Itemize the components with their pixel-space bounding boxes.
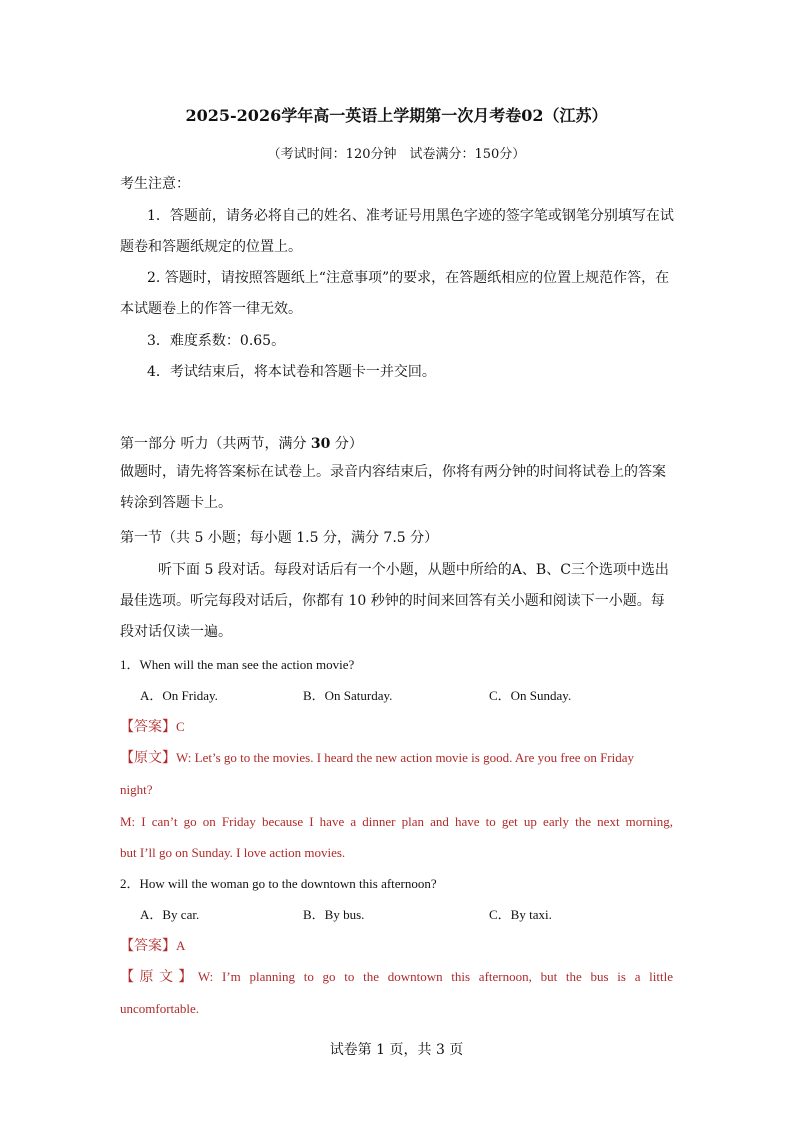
question-1-stem: 1．When will the man see the action movie? <box>120 657 355 672</box>
transcript-text: W: Let’s go to the movies. I heard the new action movie is good. Are you free on Friday <box>176 750 635 765</box>
part1-heading-suffix: 分） <box>330 436 363 452</box>
part1-heading-score: 30 <box>310 436 331 452</box>
question-1-transcript-line-1 <box>120 748 634 768</box>
question-2-option-b: B．By bus. <box>303 907 365 922</box>
notice-label: 考生注意： <box>120 176 190 192</box>
question-2-transcript-line-2: uncomfortable. <box>120 1001 200 1016</box>
answer-value: A <box>176 938 186 953</box>
question-1-transcript-line-4: but I’ll go on Sunday. I love action movies. <box>120 845 346 860</box>
part1-heading-prefix: 第一部分 听力（共两节，满分 <box>120 436 311 452</box>
notice-item-1: 1．答题前，请务必将自己的姓名、准考证号用黑色字迹的签字笔或钢笔分别填写在试题卷和答题纸规定的位置上。 <box>120 208 674 255</box>
answer-label: 【答案】 <box>120 719 176 735</box>
notice-item-2: 2. 答题时，请按照答题纸上“注意事项”的要求，在答题纸相应的位置上规范作答，在本试题卷上的作答一律无效。 <box>120 270 670 317</box>
section1-instruction: 听下面 5 段对话。每段对话后有一个小题，从题中所给的A、B、C三个选项中选出最佳选项。听完每段对话后，你都有 10 秒钟的时间来回答有关小题和阅读下一小题。每段对话仅读一遍。 <box>120 562 669 640</box>
section1-heading: 第一节（共 5 小题；每小题 1.5 分，满分 7.5 分） <box>120 530 439 546</box>
part1-heading <box>120 434 363 454</box>
answer-value: C <box>176 719 185 734</box>
question-1-answer <box>120 717 185 737</box>
question-2-transcript-line-1 <box>120 967 673 987</box>
question-1-option-c: C．On Sunday. <box>489 688 572 703</box>
question-2-option-c: C．By taxi. <box>489 907 552 922</box>
question-2-options <box>140 905 609 925</box>
exam-info: （考试时间：120分钟 试卷满分：150分） <box>267 147 526 162</box>
answer-label: 【答案】 <box>120 938 176 954</box>
question-1-transcript-line-3: M: I can’t go on Friday because I have a dinner plan and have to get up early the next morning, <box>120 814 673 829</box>
question-2-stem: 2．How will the woman go to the downtown this afternoon? <box>120 876 437 891</box>
question-1-option-b: B．On Saturday. <box>303 688 393 703</box>
transcript-text: W: I’m planning to go to the downtown this afternoon, but the bus is a little <box>197 969 674 984</box>
transcript-label: 【原文】 <box>120 750 176 766</box>
part1-instruction: 做题时，请先将答案标在试卷上。录音内容结束后，你将有两分钟的时间将试卷上的答案转涂到答题卡上。 <box>120 464 666 511</box>
page-footer: 试卷第 1 页，共 3 页 <box>329 1042 464 1058</box>
transcript-label: 【原文】 <box>120 969 198 985</box>
question-2-option-a: A．By car. <box>140 907 200 922</box>
question-1-option-a: A．On Friday. <box>140 688 218 703</box>
question-2-answer <box>120 936 185 956</box>
page-title: 2025-2026学年高一英语上学期第一次月考卷02（江苏） <box>185 106 608 125</box>
question-1-options <box>140 686 609 706</box>
notice-item-3: 3．难度系数：0.65。 <box>147 333 286 349</box>
question-1-transcript-line-2: night? <box>120 782 153 797</box>
notice-item-4: 4．考试结束后，将本试卷和答题卡一并交回。 <box>147 364 436 380</box>
